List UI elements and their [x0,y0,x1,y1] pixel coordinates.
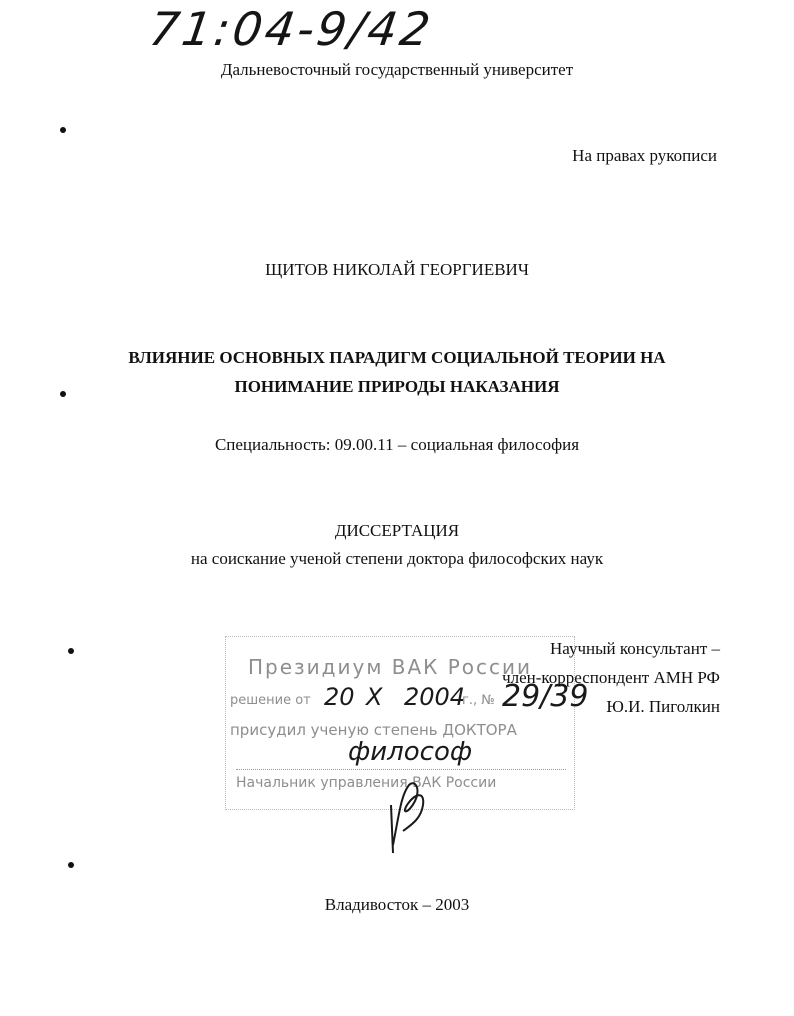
margin-mark-1 [60,127,66,133]
manuscript-rights-note: На правах рукописи [572,146,717,165]
stamp-handwritten-field: философ [348,737,473,767]
margin-mark-4 [68,862,74,868]
stamp-divider [236,769,566,770]
university-name: Дальневосточный государственный университет [220,60,574,79]
scientific-consultant-block [502,634,720,721]
city-year: Владивосток – 2003 [324,895,470,914]
stamp-header: Президиум ВАК России [248,655,533,679]
handwritten-archive-code: 71:04-9/42 [146,2,437,56]
stamp-date-day: 20 [324,683,355,711]
dissertation-title [0,343,794,401]
degree-line: на соискание ученой степени доктора философских наук [190,549,604,568]
specialty-line: Специальность: 09.00.11 – социальная философия [214,435,580,454]
stamp-office-text: Начальник управления ВАК России [236,775,497,791]
title-line-2: ПОНИМАНИЕ ПРИРОДЫ НАКАЗАНИЯ [234,377,560,396]
consultant-line-2: член-корреспондент АМН РФ [502,668,720,687]
stamp-number: 29/39 [502,679,589,714]
margin-mark-3 [68,648,74,654]
stamp-date-month: Х [366,683,383,711]
consultant-line-1: Научный консультант – [550,639,720,658]
author-name: ЩИТОВ НИКОЛАЙ ГЕОРГИЕВИЧ [265,260,529,279]
margin-mark-2 [60,391,66,397]
stamp-number-prefix: г., № [462,693,495,708]
title-line-1: ВЛИЯНИЕ ОСНОВНЫХ ПАРАДИГМ СОЦИАЛЬНОЙ ТЕОРИИ НА [128,348,666,367]
stamp-date-year: 2004 [404,683,466,711]
document-type: ДИССЕРТАЦИЯ [334,521,460,540]
consultant-line-3: Ю.И. Пиголкин [606,697,720,716]
handwritten-signature [381,775,451,855]
stamp-decision-prefix: решение от [230,693,311,708]
stamp-awarded-text: присудил ученую степень ДОКТОРА [230,721,517,739]
